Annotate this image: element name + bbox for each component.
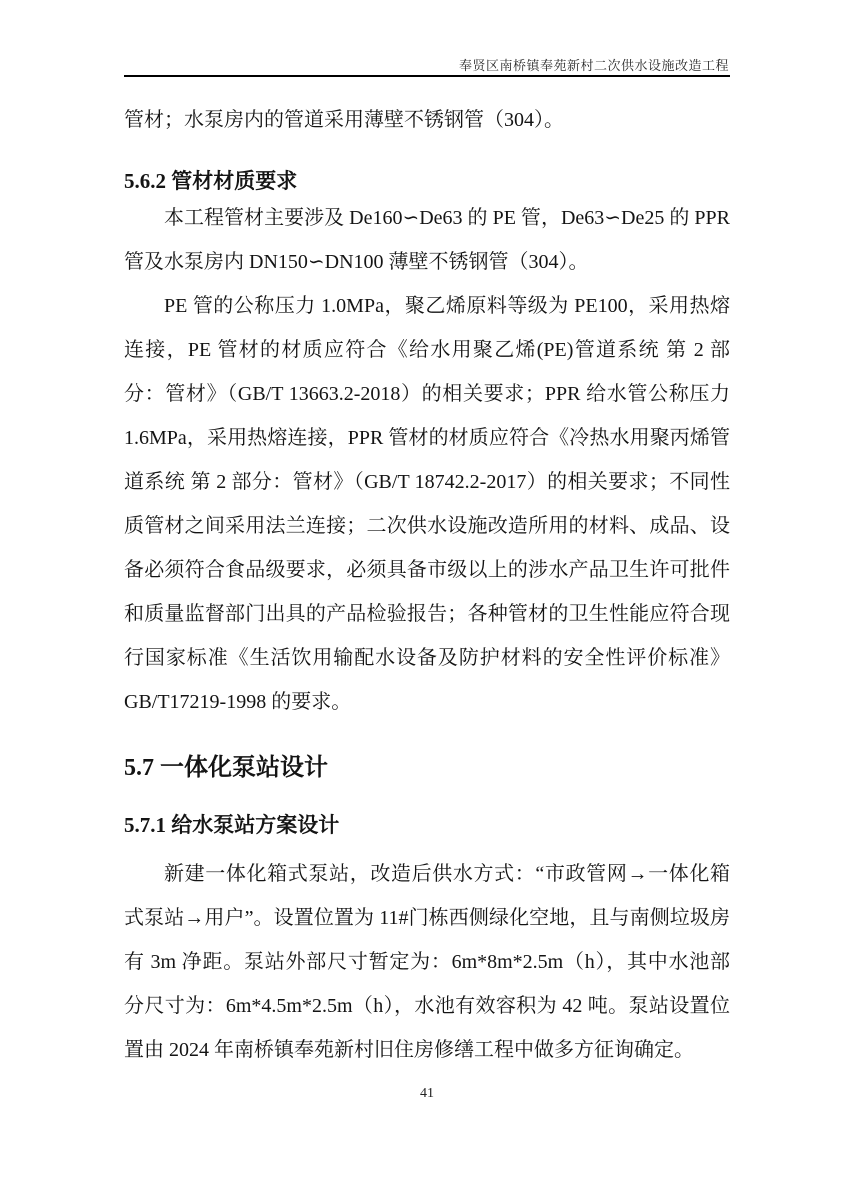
- header-divider: [124, 75, 730, 77]
- paragraph-571-pump-station-design: 新建一体化箱式泵站，改造后供水方式：“市政管网→一体化箱式泵站→用户”。设置位置为 11#门栋西侧绿化空地，且与南侧垃圾房有 3m 净距。泵站外部尺寸暂定为：6m*8m*2.5m（h），其中水池部分尺寸为：6m*4.5m*2.5m（h），水池有效容积为 42 吨。泵站设置位置由 2024 年南桥镇奉苑新村旧住房修缮工程中做多方征询确定。: [124, 863, 730, 1061]
- header-project-title: 奉贤区南桥镇奉苑新村二次供水设施改造工程: [458, 58, 729, 73]
- paragraph-pipe-material-continuation: 管材；水泵房内的管道采用薄壁不锈钢管（304）。: [124, 109, 564, 131]
- heading-section-5-7-1: 5.7.1 给水泵站方案设计: [124, 813, 340, 837]
- paragraph-562-material-requirements: PE 管的公称压力 1.0MPa，聚乙烯原料等级为 PE100，采用热熔连接，PE 管材的材质应符合《给水用聚乙烯(PE)管道系统 第 2 部分：管材》（GB/T 13663.2-2018）的相关要求；PPR 给水管公称压力 1.6MPa，采用热熔连接，PPR 管材的材质应符合《冷热水用聚丙烯管道系统 第 2 部分：管材》（GB/T 18742.2-2017）的相关要求；不同性质管材之间采用法兰连接；二次供水设施改造所用的材料、成品、设备必须符合食品级要求，必须具备市级以上的涉水产品卫生许可批件和质量监督部门出具的产品检验报告；各种管材的卫生性能应符合现行国家标准《生活饮用输配水设备及防护材料的安全性评价标准》GB/T17219-1998 的要求。: [124, 295, 730, 713]
- heading-section-5-7: 5.7 一体化泵站设计: [124, 755, 328, 781]
- paragraph-562-pipe-types: 本工程管材主要涉及 De160∽De63 的 PE 管，De63∽De25 的 PPR 管及水泵房内 DN150∽DN100 薄壁不锈钢管（304）。: [124, 207, 730, 273]
- heading-section-5-6-2: 5.6.2 管材材质要求: [124, 169, 298, 193]
- page-footer: [124, 1086, 730, 1102]
- document-body: [124, 98, 730, 1072]
- page-number: 41: [420, 1086, 434, 1101]
